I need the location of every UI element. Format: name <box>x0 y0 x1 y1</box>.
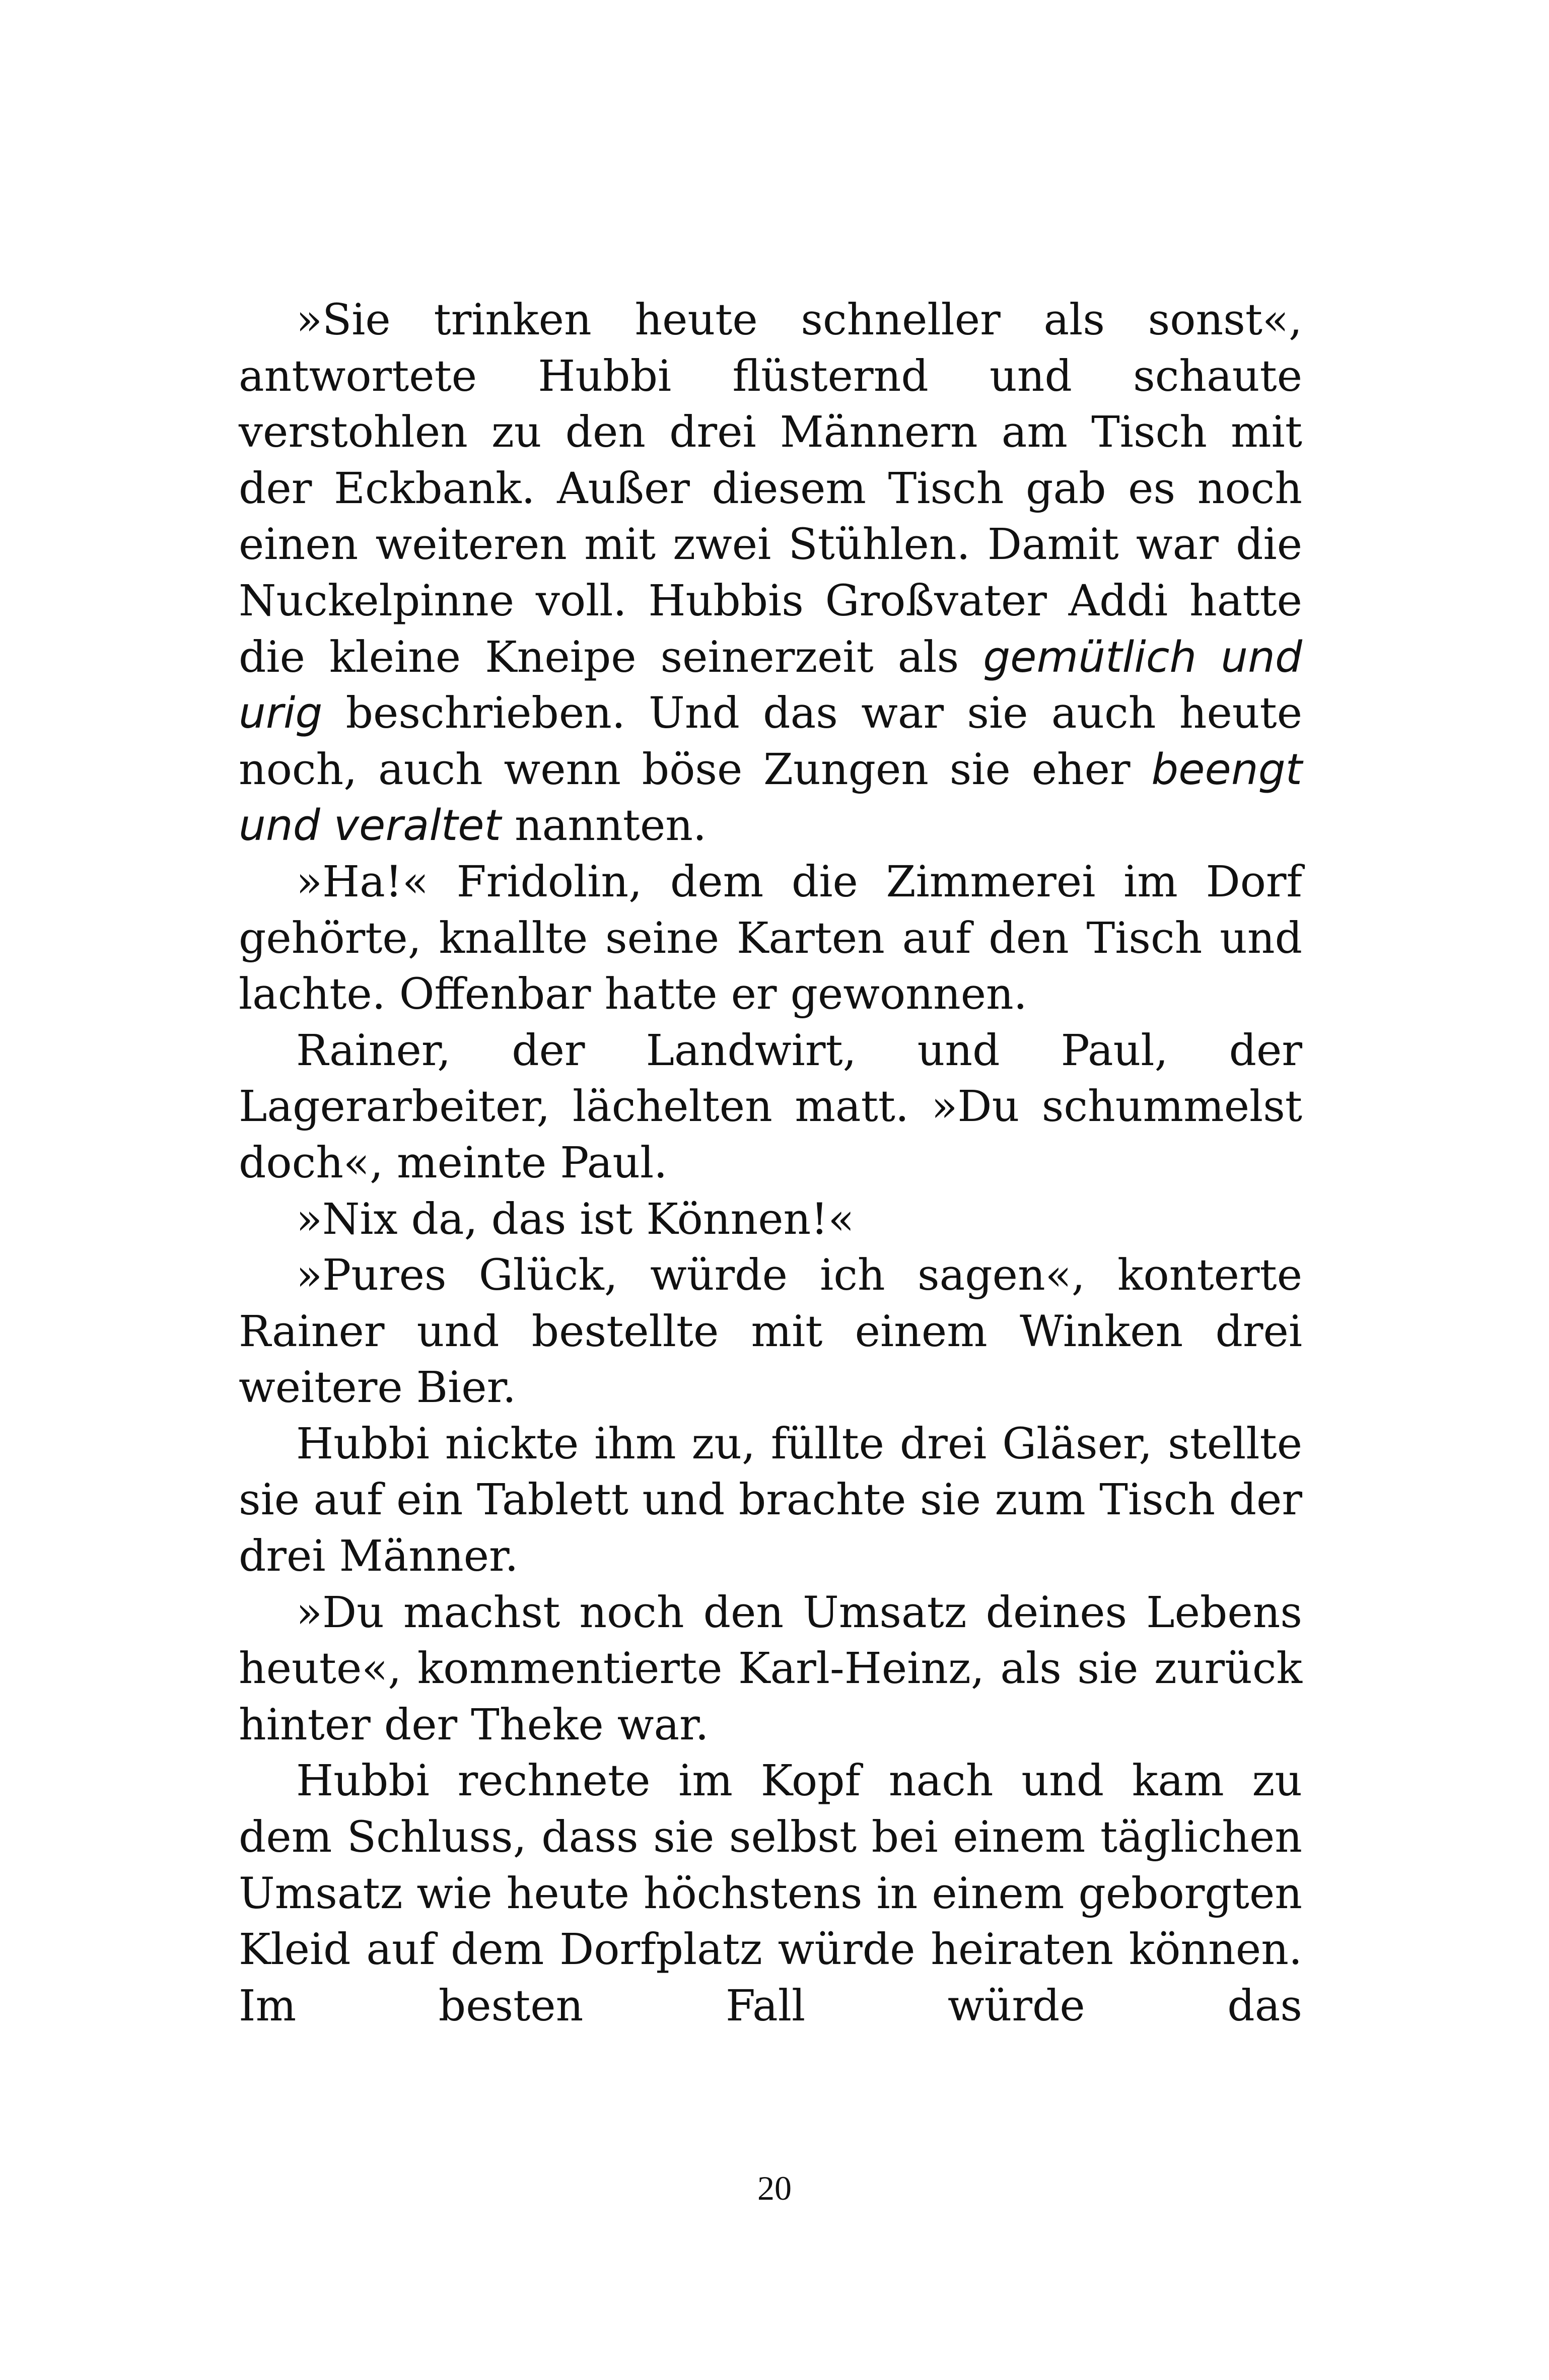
paragraph <box>239 1416 1302 1585</box>
text-run: »Nix da, das ist Können!« <box>296 1194 855 1244</box>
paragraph <box>239 1023 1302 1192</box>
paragraph <box>239 1192 1302 1248</box>
paragraph <box>239 1753 1302 2034</box>
text-run: beschrieben. Und das war sie auch heute noch, auch wenn böse Zungen sie eher <box>239 688 1302 795</box>
paragraph <box>239 292 1302 854</box>
text-run: »Ha!« Fridolin, dem die Zimmerei im Dorf gehörte, knallte seine Karten auf den Tisch und lachte. Offenbar hatte er gewonnen. <box>239 857 1302 1020</box>
text-run: Hubbi nickte ihm zu, füllte drei Gläser, stellte sie auf ein Tablett und brachte sie zum Tisch der drei Männer. <box>239 1419 1302 1582</box>
text-run: »Du machst noch den Umsatz deines Lebens heute«, kommentierte Karl-Heinz, als sie zurück hinter der Theke war. <box>239 1587 1302 1750</box>
text-run: »Sie trinken heute schneller als sonst«, antwortete Hubbi flüsternd und schaute verstohlen zu den drei Männern am Tisch mit der Eckbank. Außer diesem Tisch gab es noch einen weiteren mit zwei Stühlen. Damit war die Nuckelpinne voll. Hubbis Großvater Addi hatte die kleine Kneipe seinerzeit als <box>239 295 1302 682</box>
italic-text-run: beengt und veraltet <box>239 744 1302 851</box>
text-run: nannten. <box>501 801 707 851</box>
paragraph <box>239 854 1302 1023</box>
italic-text-run: gemütlich und urig <box>239 632 1302 739</box>
text-run: »Pures Glück, würde ich sagen«, konterte Rainer und bestellte mit einem Winken drei weitere Bier. <box>239 1250 1302 1413</box>
paragraph <box>239 1247 1302 1416</box>
body-text <box>239 292 1302 2034</box>
paragraph <box>239 1585 1302 1754</box>
text-run: Hubbi rechnete im Kopf nach und kam zu dem Schluss, dass sie selbst bei einem täglichen Umsatz wie heute höchstens in einem geborgten Kleid auf dem Dorfplatz würde heiraten können. Im besten Fall würde das <box>239 1756 1302 2031</box>
text-run: Rainer, der Landwirt, und Paul, der Lagerarbeiter, lächelten matt. »Du schummelst doch«, meinte Paul. <box>239 1025 1302 1188</box>
page-number: 20 <box>757 2169 792 2207</box>
